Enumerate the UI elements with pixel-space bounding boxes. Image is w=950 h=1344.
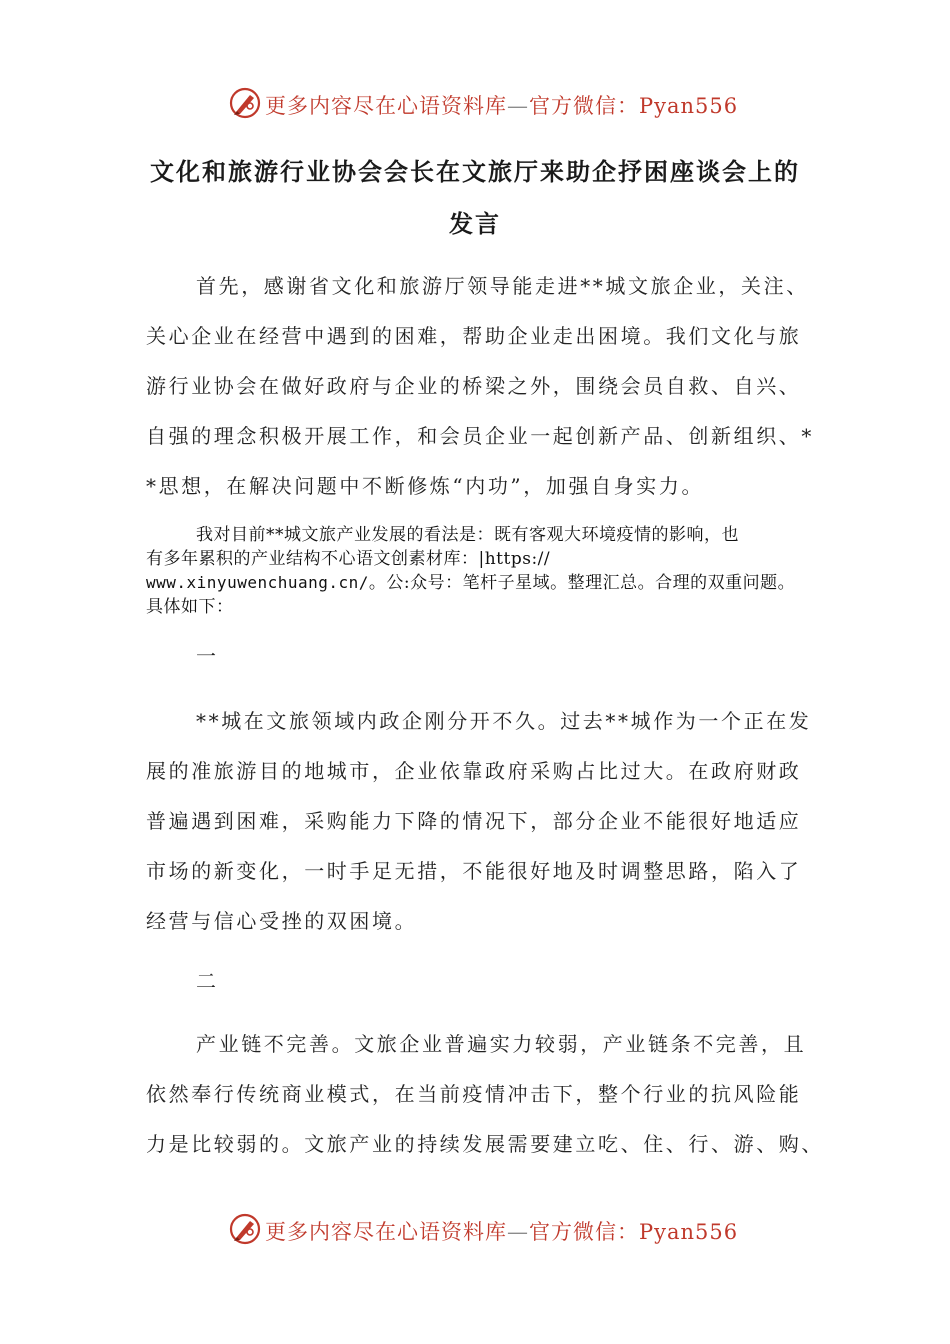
brand-dash: —: [507, 1220, 529, 1244]
document-title-line-2: 发言: [449, 209, 501, 238]
section-heading-1: 一: [196, 644, 219, 668]
paragraph-line: 产业链不完善。文旅企业普遍实力较弱，产业链条不完善，且: [196, 1032, 807, 1056]
paragraph-line: 首先，感谢省文化和旅游厅领导能走进**城文旅企业，关注、: [196, 274, 809, 298]
paragraph-line: 我对目前**城文旅产业发展的看法是：既有客观大环境疫情的影响，也: [196, 525, 739, 545]
paragraph-line: 经营与信心受挫的双困境。: [146, 909, 418, 933]
website-link[interactable]: www.xinyuwenchuang.cn/: [146, 573, 369, 592]
brand-name: 更多内容尽在心语资料库: [265, 94, 507, 118]
paragraph-line: 普遍遇到困难，采购能力下降的情况下，部分企业不能很好地适应: [146, 809, 802, 833]
header-brand-text: [265, 90, 738, 120]
paragraph-line: 具体如下：: [146, 597, 234, 617]
paragraph-line: [146, 568, 795, 593]
paragraph-line: 关心企业在经营中遇到的困难，帮助企业走出困境。我们文化与旅: [146, 324, 802, 348]
paragraph-line: 自强的理念积极开展工作，和会员企业一起创新产品、创新组织、*: [146, 424, 814, 448]
paragraph-line: 有多年累积的产业结构不心语文创素材库：|https://: [146, 549, 551, 569]
section-heading-2: 二: [196, 969, 219, 993]
paragraph-line: 市场的新变化，一时手足无措，不能很好地及时调整思路，陷入了: [146, 859, 802, 883]
paragraph-line: 游行业协会在做好政府与企业的桥梁之外，围绕会员自救、自兴、: [146, 374, 802, 398]
brand-logo-icon: [228, 1212, 262, 1246]
paragraph-line: 展的准旅游目的地城市，企业依靠政府采购占比过大。在政府财政: [146, 759, 802, 783]
brand-name: 更多内容尽在心语资料库: [265, 1220, 507, 1244]
document-title-line-1: 文化和旅游行业协会会长在文旅厅来助企抒困座谈会上的: [150, 157, 800, 186]
brand-wechat: 官方微信：Pyan556: [529, 1220, 739, 1244]
footer-brand-text: [265, 1216, 738, 1246]
paragraph-line: 力是比较弱的。文旅产业的持续发展需要建立吃、住、行、游、购、: [146, 1132, 824, 1156]
paragraph-line: *思想，在解决问题中不断修炼“内功”，加强自身实力。: [146, 474, 705, 498]
paragraph-text: 。公:众号：笔杆子星域。整理汇总。合理的双重问题。: [368, 573, 796, 593]
header-brand: [0, 84, 950, 124]
brand-logo-icon: [228, 86, 262, 120]
paragraph-line: 依然奉行传统商业模式，在当前疫情冲击下，整个行业的抗风险能: [146, 1082, 802, 1106]
paragraph-line: **城在文旅领域内政企刚分开不久。过去**城作为一个正在发: [196, 709, 812, 733]
brand-dash: —: [507, 94, 529, 118]
footer-brand: [0, 1210, 950, 1250]
brand-wechat: 官方微信：Pyan556: [529, 94, 739, 118]
